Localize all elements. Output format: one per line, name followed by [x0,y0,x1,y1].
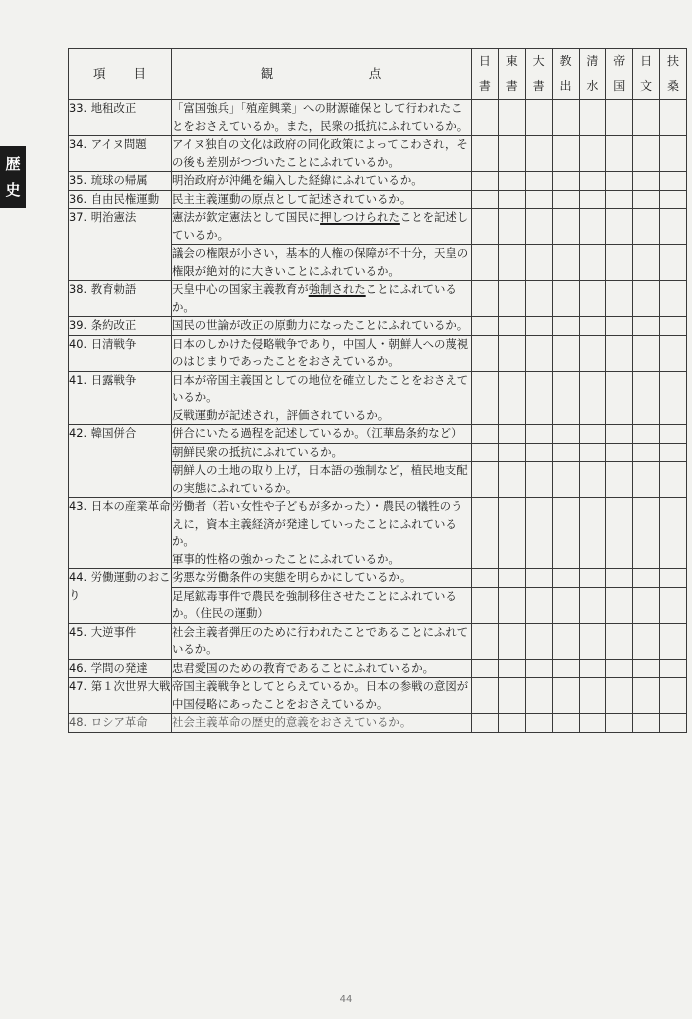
table-row [69,659,687,678]
check-cell[interactable] [660,190,687,209]
check-cell[interactable] [472,569,499,588]
check-cell[interactable] [606,587,633,623]
check-cell[interactable] [498,245,525,281]
header-publisher-char: 日 [478,54,491,68]
header-publisher-char: 東 [505,54,518,68]
check-cell[interactable] [633,587,660,623]
viewpoint-cell [172,172,472,191]
check-cell[interactable] [498,172,525,191]
check-cell[interactable] [552,209,579,245]
check-cell[interactable] [498,569,525,588]
check-cell[interactable] [579,335,606,371]
check-cell[interactable] [606,209,633,245]
check-cell[interactable] [606,498,633,569]
header-publisher-char: 出 [559,79,572,93]
check-cell[interactable] [579,317,606,336]
check-cell[interactable] [579,172,606,191]
check-cell[interactable] [579,281,606,317]
viewpoint-text: 天皇中心の国家主義教育が [172,282,309,296]
side-tab-char-1: 歴 [5,155,21,173]
page-number: 44 [339,994,353,1005]
viewpoint-cell [172,317,472,336]
check-cell[interactable] [660,100,687,136]
check-cell[interactable] [552,425,579,444]
check-cell[interactable] [525,172,552,191]
table-row [69,209,687,245]
check-cell[interactable] [660,462,687,498]
header-publisher-char: 清 [586,54,599,68]
table-row [69,281,687,317]
check-cell[interactable] [498,335,525,371]
check-cell[interactable] [633,443,660,462]
viewpoint-cell [172,281,472,317]
check-cell[interactable] [579,136,606,172]
check-cell[interactable] [525,317,552,336]
item-cell: 41. 日露戦争 [69,371,172,425]
item-cell: 42. 韓国併合 [69,425,172,498]
check-cell[interactable] [633,281,660,317]
viewpoint-cell [172,569,472,588]
check-cell[interactable] [472,371,499,425]
check-cell[interactable] [552,659,579,678]
check-cell[interactable] [579,569,606,588]
check-cell[interactable] [525,714,552,733]
check-cell[interactable] [579,100,606,136]
item-cell: 45. 大逆事件 [69,623,172,659]
check-cell[interactable] [552,100,579,136]
check-cell[interactable] [633,498,660,569]
check-cell[interactable] [660,443,687,462]
check-cell[interactable] [606,714,633,733]
check-cell[interactable] [498,659,525,678]
side-tab-char-2: 史 [5,181,21,199]
header-publisher-char: 水 [586,79,599,93]
viewpoint-text: ことにふれているか。 [172,282,457,314]
check-cell[interactable] [633,623,660,659]
check-cell[interactable] [606,100,633,136]
check-cell[interactable] [606,172,633,191]
check-cell[interactable] [472,281,499,317]
check-cell[interactable] [660,209,687,245]
check-cell[interactable] [525,659,552,678]
item-cell: 44. 労働運動のおこり [69,569,172,624]
header-publisher-char: 教 [559,54,572,68]
check-cell[interactable] [579,443,606,462]
viewpoint-text: 足尾鉱毒事件で農民を強制移住させたことにふれているか。（住民の運動） [172,588,457,620]
section-tab-history [0,146,26,208]
header-publisher [498,49,525,100]
check-cell[interactable] [472,172,499,191]
check-cell[interactable] [660,678,687,714]
header-publisher [660,49,687,100]
check-cell[interactable] [472,714,499,733]
viewpoint-cell [172,136,472,172]
check-cell[interactable] [525,335,552,371]
check-cell[interactable] [552,190,579,209]
header-publisher-char: 大 [532,54,545,68]
check-cell[interactable] [525,281,552,317]
check-cell[interactable] [606,462,633,498]
item-cell: 37. 明治憲法 [69,209,172,281]
check-cell[interactable] [579,678,606,714]
viewpoint-text: アイヌ独自の文化は政府の同化政策によってこわされ，その後も差別がつづいたことにふれているか。 [172,137,468,169]
check-cell[interactable] [552,281,579,317]
table-row [69,100,687,136]
check-cell[interactable] [552,569,579,588]
check-cell[interactable] [579,714,606,733]
check-cell[interactable] [498,317,525,336]
check-cell[interactable] [579,659,606,678]
item-cell: 34. アイヌ問題 [69,136,172,172]
check-cell[interactable] [606,443,633,462]
header-publisher-char: 書 [532,79,545,93]
table-row [69,498,687,569]
check-cell[interactable] [579,462,606,498]
check-cell[interactable] [498,425,525,444]
header-publisher-char: 書 [505,79,518,93]
check-cell[interactable] [660,425,687,444]
check-cell[interactable] [606,335,633,371]
check-cell[interactable] [498,587,525,623]
check-cell[interactable] [472,245,499,281]
check-cell[interactable] [498,136,525,172]
check-cell[interactable] [660,659,687,678]
table-row [69,136,687,172]
check-cell[interactable] [606,245,633,281]
viewpoint-text: 反戦運動が記述され，評価されているか。 [172,407,390,422]
check-cell[interactable] [633,100,660,136]
viewpoint-cell [172,714,472,733]
check-cell[interactable] [498,100,525,136]
item-cell: 48. ロシア革命 [69,714,172,733]
check-cell[interactable] [579,190,606,209]
check-cell[interactable] [633,462,660,498]
check-cell[interactable] [633,190,660,209]
check-cell[interactable] [660,136,687,172]
check-cell[interactable] [525,100,552,136]
check-cell[interactable] [472,443,499,462]
check-cell[interactable] [552,335,579,371]
check-cell[interactable] [498,443,525,462]
viewpoint-text: 朝鮮人の土地の取り上げ，日本語の強制など，植民地支配の実態にふれているか。 [172,463,468,495]
check-cell[interactable] [633,245,660,281]
header-publisher [579,49,606,100]
check-cell[interactable] [579,623,606,659]
check-cell[interactable] [633,172,660,191]
check-cell[interactable] [660,587,687,623]
check-cell[interactable] [525,190,552,209]
table-row [69,335,687,371]
check-cell[interactable] [472,678,499,714]
check-cell[interactable] [633,335,660,371]
item-cell: 38. 教育勅語 [69,281,172,317]
header-publisher-char: 文 [640,79,653,93]
check-cell[interactable] [606,425,633,444]
viewpoint-text: 社会主義革命の歴史的意義をおさえているか。 [172,715,412,729]
check-cell[interactable] [525,209,552,245]
viewpoint-text: 明治政府が沖縄を編入した経緯にふれているか。 [172,173,423,187]
check-cell[interactable] [472,462,499,498]
viewpoint-text: 社会主義者弾圧のために行われたことであることにふれているか。 [172,624,469,656]
item-cell: 33. 地租改正 [69,100,172,136]
check-cell[interactable] [525,425,552,444]
viewpoint-text: 忠君愛国のための教育であることにふれているか。 [172,660,434,675]
check-cell[interactable] [633,569,660,588]
check-cell[interactable] [579,245,606,281]
check-cell[interactable] [660,245,687,281]
header-publisher [606,49,633,100]
table-row [69,190,687,209]
viewpoint-text: 併合にいたる過程を記述しているか。（江華島条約など） [172,426,463,440]
check-cell[interactable] [606,569,633,588]
check-cell[interactable] [525,498,552,569]
check-cell[interactable] [472,100,499,136]
check-cell[interactable] [633,209,660,245]
table-row [69,678,687,714]
viewpoint-text: ことを記述しているか。 [172,210,469,242]
header-viewpoint: 観 点 [172,49,472,100]
viewpoint-text: 劣悪な労働条件の実態を明らかにしているか。 [172,570,412,584]
check-cell[interactable] [498,190,525,209]
check-cell[interactable] [633,659,660,678]
viewpoint-text: 憲法が欽定憲法として国民に [172,210,321,224]
check-cell[interactable] [606,136,633,172]
check-cell[interactable] [472,498,499,569]
viewpoint-cell [172,678,472,714]
check-cell[interactable] [525,443,552,462]
header-item: 項 目 [69,49,172,100]
item-cell: 40. 日清戦争 [69,335,172,371]
underlined-text: 強制された [308,282,366,296]
table-row [69,714,687,733]
underlined-text: 押しつけられた [320,210,400,224]
viewpoint-cell [172,100,472,136]
header-publisher-char: 日 [640,54,653,68]
check-cell[interactable] [472,623,499,659]
viewpoint-text: 民主主義運動の原点として記述されているか。 [172,191,412,206]
header-publisher [525,49,552,100]
viewpoint-cell [172,371,472,425]
check-cell[interactable] [552,714,579,733]
check-cell[interactable] [606,317,633,336]
header-publisher [633,49,660,100]
viewpoint-cell [172,209,472,245]
check-cell[interactable] [633,317,660,336]
check-cell[interactable] [472,335,499,371]
header-publisher-char: 書 [478,79,491,93]
viewpoint-cell [172,623,472,659]
viewpoint-cell [172,659,472,678]
check-cell[interactable] [472,190,499,209]
viewpoint-text: 労働者（若い女性や子どもが多かった）・農民の犠牲のうえに，資本主義経済が発達していったことにふれているか。 [172,499,463,548]
table-row [69,425,687,444]
check-cell[interactable] [606,371,633,425]
check-cell[interactable] [606,659,633,678]
item-cell: 36. 自由民権運動 [69,190,172,209]
viewpoint-text: 朝鮮民衆の抵抗にふれているか。 [172,444,343,459]
check-cell[interactable] [660,281,687,317]
check-cell[interactable] [552,371,579,425]
viewpoint-cell [172,587,472,623]
header-publisher-char: 扶 [667,54,680,68]
viewpoint-cell [172,498,472,569]
check-cell[interactable] [606,190,633,209]
header-row [69,49,687,100]
header-publisher-char: 帝 [613,54,626,68]
check-cell[interactable] [633,714,660,733]
check-cell[interactable] [472,659,499,678]
check-cell[interactable] [498,371,525,425]
check-cell[interactable] [552,136,579,172]
check-cell[interactable] [498,281,525,317]
table-row [69,569,687,588]
table-row [69,371,687,425]
viewpoint-text: 国民の世論が改正の原動力になったことにふれているか。 [172,318,469,332]
viewpoint-cell [172,245,472,281]
check-cell[interactable] [525,678,552,714]
check-cell[interactable] [498,209,525,245]
header-publisher-char: 桑 [667,79,680,93]
item-cell: 46. 学問の発達 [69,659,172,678]
check-cell[interactable] [552,317,579,336]
check-cell[interactable] [525,623,552,659]
check-cell[interactable] [472,425,499,444]
item-cell: 47. 第１次世界大戦 [69,678,172,714]
viewpoint-text: 日本のしかけた侵略戦争であり，中国人・朝鮮人への蔑視のはじまりであったことをおさえているか。 [172,336,469,368]
check-cell[interactable] [525,245,552,281]
check-cell[interactable] [472,136,499,172]
check-cell[interactable] [606,623,633,659]
check-cell[interactable] [633,136,660,172]
viewpoint-cell [172,443,472,462]
item-cell: 35. 琉球の帰属 [69,172,172,191]
check-cell[interactable] [525,587,552,623]
check-cell[interactable] [660,335,687,371]
check-cell[interactable] [498,498,525,569]
check-cell[interactable] [552,443,579,462]
check-cell[interactable] [498,462,525,498]
check-cell[interactable] [579,587,606,623]
check-cell[interactable] [606,281,633,317]
check-cell[interactable] [660,498,687,569]
table-row [69,623,687,659]
check-cell[interactable] [552,587,579,623]
item-cell: 43. 日本の産業革命 [69,498,172,569]
header-publisher [552,49,579,100]
table-row [69,172,687,191]
check-cell[interactable] [660,317,687,336]
check-cell[interactable] [552,172,579,191]
header-publisher-char: 国 [613,79,626,93]
check-cell[interactable] [660,569,687,588]
check-cell[interactable] [660,371,687,425]
check-cell[interactable] [552,498,579,569]
check-cell[interactable] [579,425,606,444]
evaluation-table [68,48,687,733]
check-cell[interactable] [579,371,606,425]
viewpoint-cell [172,462,472,498]
check-cell[interactable] [472,317,499,336]
check-cell[interactable] [552,462,579,498]
viewpoint-text: 「富国強兵」「殖産興業」への財源確保として行われたことをおさえているか。また，民衆の抵抗にふれているか。 [172,101,469,133]
check-cell[interactable] [498,714,525,733]
table-row [69,317,687,336]
viewpoint-text: 日本が帝国主義国としての地位を確立したことをおさえているか。 [172,372,469,404]
check-cell[interactable] [472,587,499,623]
check-cell[interactable] [633,678,660,714]
check-cell[interactable] [552,623,579,659]
viewpoint-text: 軍事的性格の強かったことにふれているか。 [172,551,400,566]
viewpoint-text: 議会の権限が小さい，基本的人権の保障が不十分，天皇の権限が絶対的に大きいことにふれているか。 [172,246,469,278]
viewpoint-cell [172,425,472,444]
check-cell[interactable] [472,209,499,245]
check-cell[interactable] [525,569,552,588]
check-cell[interactable] [525,462,552,498]
check-cell[interactable] [579,498,606,569]
check-cell[interactable] [660,623,687,659]
viewpoint-text: 帝国主義戦争としてとらえているか。日本の参戦の意図が中国侵略にあったことをおさえているか。 [172,679,469,711]
check-cell[interactable] [660,714,687,733]
check-cell[interactable] [606,678,633,714]
check-cell[interactable] [525,371,552,425]
check-cell[interactable] [498,623,525,659]
check-cell[interactable] [633,425,660,444]
item-cell: 39. 条約改正 [69,317,172,336]
check-cell[interactable] [498,678,525,714]
check-cell[interactable] [552,245,579,281]
check-cell[interactable] [633,371,660,425]
check-cell[interactable] [552,678,579,714]
check-cell[interactable] [579,209,606,245]
viewpoint-cell [172,190,472,209]
header-publisher [472,49,499,100]
viewpoint-cell [172,335,472,371]
check-cell[interactable] [660,172,687,191]
check-cell[interactable] [525,136,552,172]
